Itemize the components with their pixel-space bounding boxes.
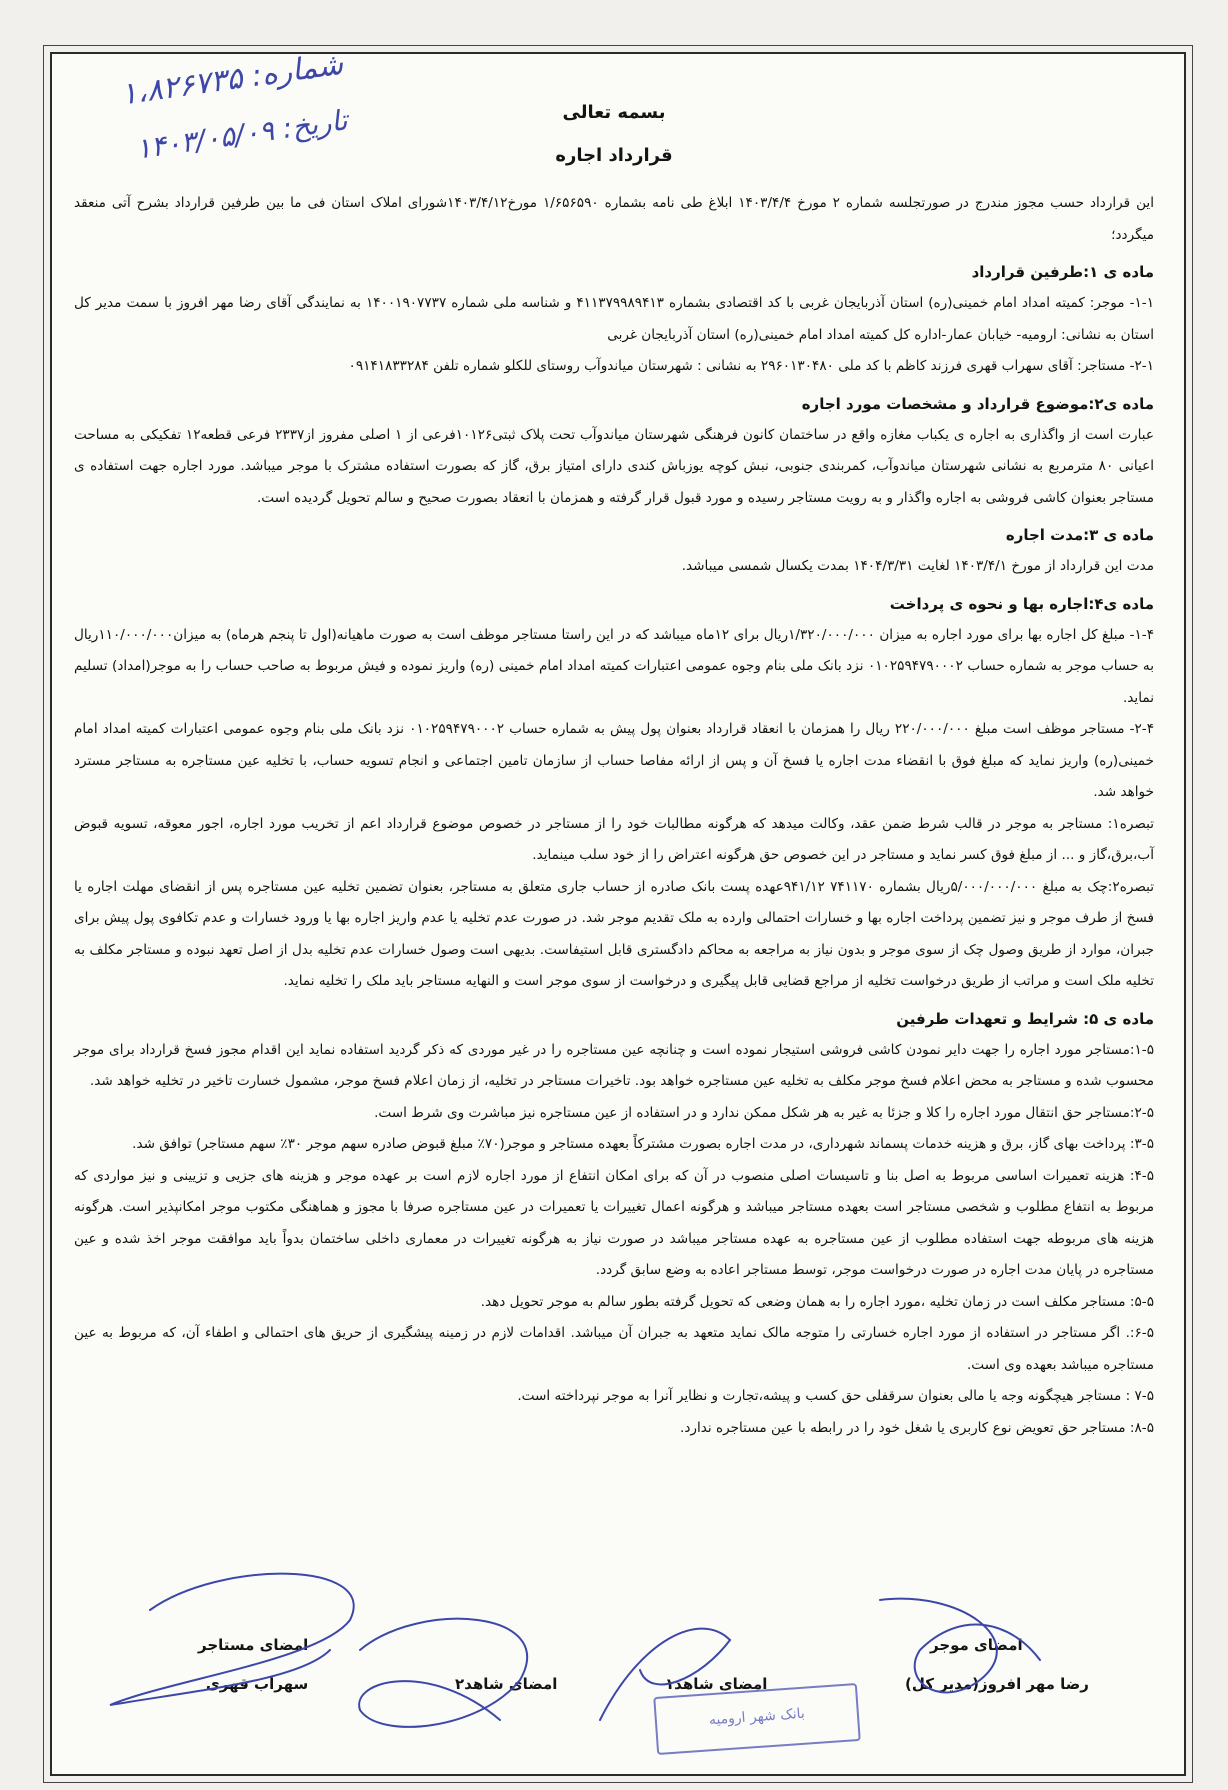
handwritten-date: تاریخ: ۱۴۰۳/۰۵/۰۹ xyxy=(133,103,350,166)
document-title: قرارداد اجاره xyxy=(555,145,673,166)
article-5-heading: ماده ی ۵: شرایط و تعهدات طرفین xyxy=(896,1009,1154,1028)
article-2-heading: ماده ی۲:موضوع قرارداد و مشخصات مورد اجاره xyxy=(801,394,1154,413)
article-4-clause-1: ۱-۴- مبلغ کل اجاره بها برای مورد اجاره به میزان ۱/۳۲۰/۰۰۰/۰۰۰ریال برای ۱۲ماه میباشد که در این راستا مستاجر موظف است به صورت ماهیانه(اول تا پنجم هرماه) به میزان۱۱۰/۰۰۰/۰۰۰ریال به حساب موجر به شماره حساب ۰۱۰۲۵۹۴۷۹۰۰۰۲ نزد بانک ملی بنام وجوه عمومی اعتبارات کمیته امداد امام خمینی (ره) واریز نموده و فیش مربوط به صاحب حساب را به موجر(امداد) تسلیم نماید. xyxy=(74,626,1155,706)
article-5-clause-7: ۷-۵ : مستاجر هیچگونه وجه یا مالی بعنوان سرقفلی حق کسب و پیشه،تجارت و نظایر آنرا به موجر نپرداخته است. xyxy=(517,1388,1154,1404)
bank-stamp: بانک شهر ارومیه xyxy=(653,1683,861,1755)
tenant-name: سهراب قهری xyxy=(206,1675,309,1693)
article-5-clause-3: ۳-۵: پرداخت بهای گاز، برق و هزینه خدمات پسماند شهرداری، در مدت اجاره بصورت مشترکاً بعهده مستاجر و موجر(۷۰٪ مبلغ قبوض صادره سهم موجر ۳۰٪ سهم مستاجر) توافق شد. xyxy=(132,1136,1154,1152)
contract-body xyxy=(74,188,1154,1444)
article-5-clause-8: ۸-۵: مستاجر حق تعویض نوع کاربری یا شغل خود را در رابطه با عین مستاجره ندارد. xyxy=(680,1419,1154,1436)
article-5-clause-1: ۱-۵:مستاجر مورد اجاره را جهت دایر نمودن کاشی فروشی استیجار نموده است و چنانچه عین مستاجره را در غیر موردی که ذکر گردید استفاده نماید این اقدام مجوز فسخ قرارداد برای موجر محسوب شده و مستاجر به محض اعلام فسخ موجر مکلف به تخلیه عین مستاجره خواهد بود. تاخیرات مستاجر در تخلیه، از زمان اعلام فسخ موجر، مشمول خسارت تاخیر در تخلیه خواهد شد. xyxy=(74,1041,1154,1089)
article-4-clause-2: ۲-۴- مستاجر موظف است مبلغ ۲۲۰/۰۰۰/۰۰۰ ریال را همزمان با انعقاد قرارداد بعنوان پول پیش به شماره حساب ۰۱۰۲۵۹۴۷۹۰۰۰۲ نزد بانک ملی بنام وجوه عمومی اعتبارات کمیته امداد امام خمینی(ره) واریز نماید که مبلغ فوق با انقضاء مدت اجاره یا فسخ آن و پس از ارائه مفاصا حساب از سازمان تامین اجتماعی و انجام تسویه حساب، با تخلیه عین مستاجره به مستاجر مسترد خواهد شد. xyxy=(74,721,1154,800)
witness2-signature-label: امضای شاهد۲ xyxy=(455,1675,558,1693)
article-5-clause-5: ۵-۵: مستاجر مکلف است در زمان تخلیه ،مورد اجاره را به همان وضعی که تحویل گرفته بطور سالم به موجر تحویل دهد. xyxy=(480,1293,1154,1310)
tenant-signature-label: امضای مستاجر xyxy=(198,1636,309,1654)
intro-paragraph: این قرارداد حسب مجوز مندرج در صورتجلسه شماره ۲ مورخ ۱۴۰۳/۴/۴ ابلاغ طی نامه بشماره ۱/۶۵۶۵۹۰ مورخ۱۴۰۳/۴/۱۲شورای املاک استان فی ما بین طرفین قرارداد بشرح آتی منعقد میگردد؛ xyxy=(74,195,1154,243)
article-5-clause-6: ۶-۵:. اگر مستاجر در استفاده از مورد اجاره خسارتی را متوجه مالک نماید متعهد به جبران آن میباشد. اقدامات لازم در زمینه پیشگیری از حریق های احتمالی و اطفاء آن، که مربوط به عین مستاجره میباشد بعهده وی است. xyxy=(74,1325,1154,1373)
lessor-name: رضا مهر افروز(مدیر کل) xyxy=(905,1675,1089,1693)
article-4-note-1: تبصره۱: مستاجر به موجر در قالب شرط ضمن عقد، وکالت میدهد که هرگونه مطالبات خود را از مستاجر در خصوص موضوع قرارداد اعم از تخریب مورد اجاره، اجور معوقه، تسویه قبوض آب،برق،گاز و ... از مبلغ فوق کسر نماید و مستاجر در این خصوص حق هرگونه اعتراض را از خود سلب مینماید. xyxy=(74,815,1154,863)
article-2-text: عبارت است از واگذاری به اجاره ی یکباب مغازه واقع در ساختمان کانون فرهنگی شهرستان میاندوآب تحت پلاک ثبتی۱۰۱۲۶فرعی از ۱ اصلی مفروز از۲۳۳۷ فرعی قطعه۱۲ تفکیکی به مساحت اعیانی ۸۰ مترمربع به نشانی شهرستان میاندوآب، کمربندی جنوبی، نبش کوچه یوزباش کندی دارای امتیاز برق، گاز که بصورت استفاده مشترک با موجر میباشد. مورد اجاره جهت استفاده ی مستاجر بعنوان کاشی فروشی به اجاره واگذار و به رویت مستاجر رسیده و مورد قبول قرار گرفته و همزمان با انعقاد بصورت صحیح و سالم تحویل گردیده است. xyxy=(74,426,1154,506)
article-1-clause-2: ۲-۱- مستاجر: آقای سهراب قهری فرزند کاظم با کد ملی ۲۹۶۰۱۳۰۴۸۰ به نشانی : شهرستان میاندوآب روستای للکلو شماره تلفن ۰۹۱۴۱۸۳۳۲۸۴ xyxy=(348,358,1154,374)
article-4-note-2: تبصره۲:چک به مبلغ ۵/۰۰۰/۰۰۰/۰۰۰ریال بشماره ۷۴۱۱۷۰ ۹۴۱/۱۲عهده پست بانک صادره از حساب جاری متعلق به مستاجر، بعنوان تضمین تخلیه عین مستاجره پس از انقضای مهلت اجاره یا فسخ از طرف موجر و نیز تضمین پرداخت اجاره بها و خسارات احتمالی وارده به ملک تقدیم موجر شد. در صورت عدم تخلیه یا عدم واریز اجاره بها یا ورود خسارات و عدم تکافوی پول پیش برای جبران، موارد از طریق وصول چک از سوی موجر و بدون نیاز به مراجعه به محاکم دادگستری قابل استیفاست. بدیهی است وصول خسارات عدم تخلیه بدل از اصل تعهد نبوده و مستاجر مکلف به تخلیه ملک است و مراتب از طریق درخواست تخلیه از مراجع قضایی قابل پیگیری و درخواست از سوی موجر است و النهایه مستاجر باید ملک را تخلیه نماید. xyxy=(74,878,1154,989)
article-1-heading: ماده ی ۱:طرفین قرارداد xyxy=(971,263,1154,281)
article-5-clause-2: ۲-۵:مستاجر حق انتقال مورد اجاره را کلا و جزئا به غیر به هر شکل ممکن ندارد و در استفاده از عین مستاجره نیز مباشرت وی شرط است. xyxy=(374,1104,1154,1121)
article-3-heading: ماده ی ۳:مدت اجاره xyxy=(1005,526,1154,544)
article-4-heading: ماده ی۴:اجاره بها و نحوه ی پرداخت xyxy=(889,594,1154,613)
witness1-signature-label: امضای شاهد۱ xyxy=(665,1675,768,1693)
handwritten-number: شماره: ۱،۸۲۶۷۳۵ xyxy=(118,46,346,113)
lessor-signature-label: امضای موجر xyxy=(930,1636,1023,1654)
article-1-clause-1: ۱-۱- موجر: کمیته امداد امام خمینی(ره) استان آذربایجان غربی با کد اقتصادی بشماره ۴۱۱۳۷۹۹۸۹۴۱۳ و شناسه ملی شماره ۱۴۰۰۱۹۰۷۷۳۷ به نمایندگی آقای رضا مهر افروز با سمت مدیر کل استان به نشانی: ارومیه- خیابان عمار-اداره کل کمیته امداد امام خمینی(ره) استان آذربایجان غربی xyxy=(74,295,1155,343)
article-5-clause-4: ۴-۵: هزینه تعمیرات اساسی مربوط به اصل بنا و تاسیسات اصلی منصوب در آن که برای امکان انتفاع از مورد اجاره لازم است بر عهده موجر و هزینه های جزیی و تزیینی و نیز مواردی که مربوط به انتفاع مطلوب و شخصی مستاجر است بعهده مستاجر میباشد و هرگونه اعمال تغییرات یا تعمیرات در عین مستاجره صرفا با مجوز و هماهنگی مکتوب موجر امکانپذیر است. هرگونه هزینه های مربوطه جهت استفاده مطلوب از عین مستاجره به عهده مستاجر میباشد در صورت نیاز به هرگونه تغییرات در معماری داخلی ساختمان بدواً باید موافقت موجر اخذ شده و عین مستاجره در پایان مدت اجاره در صورت درخواست موجر، توسط مستاجر اعاده به وضع سابق گردد. xyxy=(74,1167,1154,1278)
article-3-text: مدت این قرارداد از مورخ ۱۴۰۳/۴/۱ لغایت ۱۴۰۴/۳/۳۱ بمدت یکسال شمسی میباشد. xyxy=(681,558,1154,574)
basmala: بسمه تعالی xyxy=(562,102,666,123)
